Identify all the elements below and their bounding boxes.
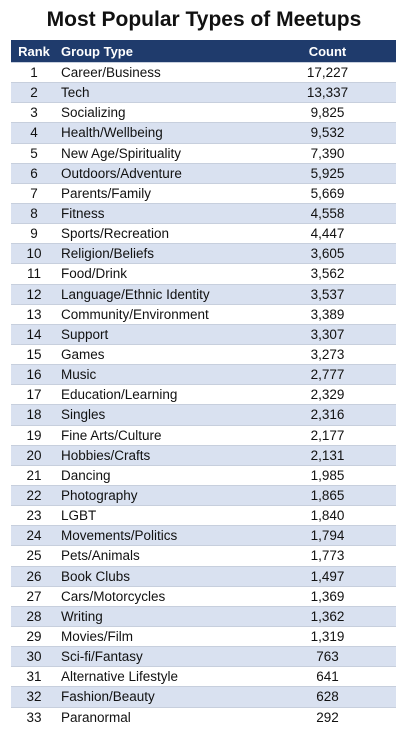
rank-cell: 17	[11, 385, 57, 405]
group-type-cell: Sci-fi/Fantasy	[57, 647, 259, 667]
table-row	[11, 224, 396, 244]
count-cell: 1,985	[259, 465, 396, 485]
table-row	[11, 324, 396, 344]
rank-cell: 22	[11, 485, 57, 505]
group-type-cell: Community/Environment	[57, 304, 259, 324]
group-type-cell: New Age/Spirituality	[57, 143, 259, 163]
count-cell: 5,669	[259, 183, 396, 203]
table-row	[11, 667, 396, 687]
table-row	[11, 103, 396, 123]
table-row	[11, 506, 396, 526]
group-type-cell: Fashion/Beauty	[57, 687, 259, 707]
count-cell: 628	[259, 687, 396, 707]
table-row	[11, 183, 396, 203]
count-cell: 3,389	[259, 304, 396, 324]
rank-cell: 28	[11, 606, 57, 626]
count-cell: 641	[259, 667, 396, 687]
table-row	[11, 304, 396, 324]
group-type-cell: Movies/Film	[57, 626, 259, 646]
table-row	[11, 485, 396, 505]
count-cell: 2,777	[259, 365, 396, 385]
rank-cell: 13	[11, 304, 57, 324]
count-cell: 1,840	[259, 506, 396, 526]
count-cell: 1,369	[259, 586, 396, 606]
count-cell: 2,177	[259, 425, 396, 445]
group-type-cell: Socializing	[57, 103, 259, 123]
table-row	[11, 405, 396, 425]
rank-cell: 14	[11, 324, 57, 344]
table-row	[11, 626, 396, 646]
rank-cell: 31	[11, 667, 57, 687]
table-row	[11, 365, 396, 385]
count-cell: 1,319	[259, 626, 396, 646]
group-type-cell: Food/Drink	[57, 264, 259, 284]
table-row	[11, 445, 396, 465]
group-type-cell: Paranormal	[57, 707, 259, 727]
table-row	[11, 566, 396, 586]
header-group-type: Group Type	[61, 43, 133, 59]
table-row	[11, 143, 396, 163]
table-row	[11, 63, 396, 83]
rank-cell: 10	[11, 244, 57, 264]
table-row	[11, 203, 396, 223]
rank-cell: 16	[11, 365, 57, 385]
group-type-cell: Dancing	[57, 465, 259, 485]
count-cell: 17,227	[259, 63, 396, 83]
table-row	[11, 264, 396, 284]
header-count: Count	[308, 43, 347, 59]
table-row	[11, 707, 396, 727]
rank-cell: 2	[11, 83, 57, 103]
group-type-cell: Cars/Motorcycles	[57, 586, 259, 606]
count-cell: 7,390	[259, 143, 396, 163]
count-cell: 9,825	[259, 103, 396, 123]
group-type-cell: Hobbies/Crafts	[57, 445, 259, 465]
count-cell: 2,316	[259, 405, 396, 425]
rank-cell: 6	[11, 163, 57, 183]
rank-cell: 26	[11, 566, 57, 586]
table-row	[11, 163, 396, 183]
rank-cell: 32	[11, 687, 57, 707]
rank-cell: 25	[11, 546, 57, 566]
count-cell: 4,447	[259, 224, 396, 244]
rank-cell: 29	[11, 626, 57, 646]
meetup-types-table	[11, 40, 396, 727]
table-body	[11, 63, 396, 728]
count-cell: 292	[259, 707, 396, 727]
count-cell: 3,605	[259, 244, 396, 264]
table-row	[11, 526, 396, 546]
table-row	[11, 385, 396, 405]
rank-cell: 8	[11, 203, 57, 223]
table-row	[11, 465, 396, 485]
rank-cell: 18	[11, 405, 57, 425]
rank-cell: 23	[11, 506, 57, 526]
count-cell: 9,532	[259, 123, 396, 143]
header-rank: Rank	[18, 43, 50, 59]
count-cell: 2,329	[259, 385, 396, 405]
group-type-cell: Games	[57, 344, 259, 364]
group-type-cell: LGBT	[57, 506, 259, 526]
rank-cell: 9	[11, 224, 57, 244]
table-row	[11, 284, 396, 304]
group-type-cell: Book Clubs	[57, 566, 259, 586]
rank-cell: 12	[11, 284, 57, 304]
table-row	[11, 606, 396, 626]
rank-cell: 24	[11, 526, 57, 546]
count-cell: 3,537	[259, 284, 396, 304]
count-cell: 1,497	[259, 566, 396, 586]
table-row	[11, 344, 396, 364]
group-type-cell: Outdoors/Adventure	[57, 163, 259, 183]
group-type-cell: Parents/Family	[57, 183, 259, 203]
group-type-cell: Fine Arts/Culture	[57, 425, 259, 445]
group-type-cell: Language/Ethnic Identity	[57, 284, 259, 304]
table-row	[11, 123, 396, 143]
table-row	[11, 687, 396, 707]
rank-cell: 1	[11, 63, 57, 83]
table-header	[11, 40, 396, 63]
rank-cell: 4	[11, 123, 57, 143]
group-type-cell: Health/Wellbeing	[57, 123, 259, 143]
table-row	[11, 586, 396, 606]
group-type-cell: Alternative Lifestyle	[57, 667, 259, 687]
count-cell: 2,131	[259, 445, 396, 465]
group-type-cell: Photography	[57, 485, 259, 505]
group-type-cell: Singles	[57, 405, 259, 425]
group-type-cell: Education/Learning	[57, 385, 259, 405]
table-row	[11, 647, 396, 667]
table-row	[11, 425, 396, 445]
table-row	[11, 244, 396, 264]
group-type-cell: Support	[57, 324, 259, 344]
rank-cell: 27	[11, 586, 57, 606]
group-type-cell: Pets/Animals	[57, 546, 259, 566]
rank-cell: 30	[11, 647, 57, 667]
group-type-cell: Sports/Recreation	[57, 224, 259, 244]
count-cell: 1,773	[259, 546, 396, 566]
rank-cell: 15	[11, 344, 57, 364]
count-cell: 5,925	[259, 163, 396, 183]
count-cell: 13,337	[259, 83, 396, 103]
count-cell: 763	[259, 647, 396, 667]
count-cell: 3,562	[259, 264, 396, 284]
rank-cell: 11	[11, 264, 57, 284]
group-type-cell: Movements/Politics	[57, 526, 259, 546]
table-row	[11, 546, 396, 566]
rank-cell: 19	[11, 425, 57, 445]
page-title: Most Popular Types of Meetups	[46, 8, 362, 31]
rank-cell: 7	[11, 183, 57, 203]
count-cell: 1,865	[259, 485, 396, 505]
group-type-cell: Music	[57, 365, 259, 385]
rank-cell: 5	[11, 143, 57, 163]
count-cell: 1,794	[259, 526, 396, 546]
group-type-cell: Career/Business	[57, 63, 259, 83]
group-type-cell: Writing	[57, 606, 259, 626]
count-cell: 4,558	[259, 203, 396, 223]
header-row	[11, 40, 396, 63]
rank-cell: 3	[11, 103, 57, 123]
group-type-cell: Religion/Beliefs	[57, 244, 259, 264]
rank-cell: 33	[11, 707, 57, 727]
rank-cell: 20	[11, 445, 57, 465]
group-type-cell: Fitness	[57, 203, 259, 223]
table-row	[11, 83, 396, 103]
count-cell: 3,307	[259, 324, 396, 344]
count-cell: 1,362	[259, 606, 396, 626]
count-cell: 3,273	[259, 344, 396, 364]
group-type-cell: Tech	[57, 83, 259, 103]
rank-cell: 21	[11, 465, 57, 485]
